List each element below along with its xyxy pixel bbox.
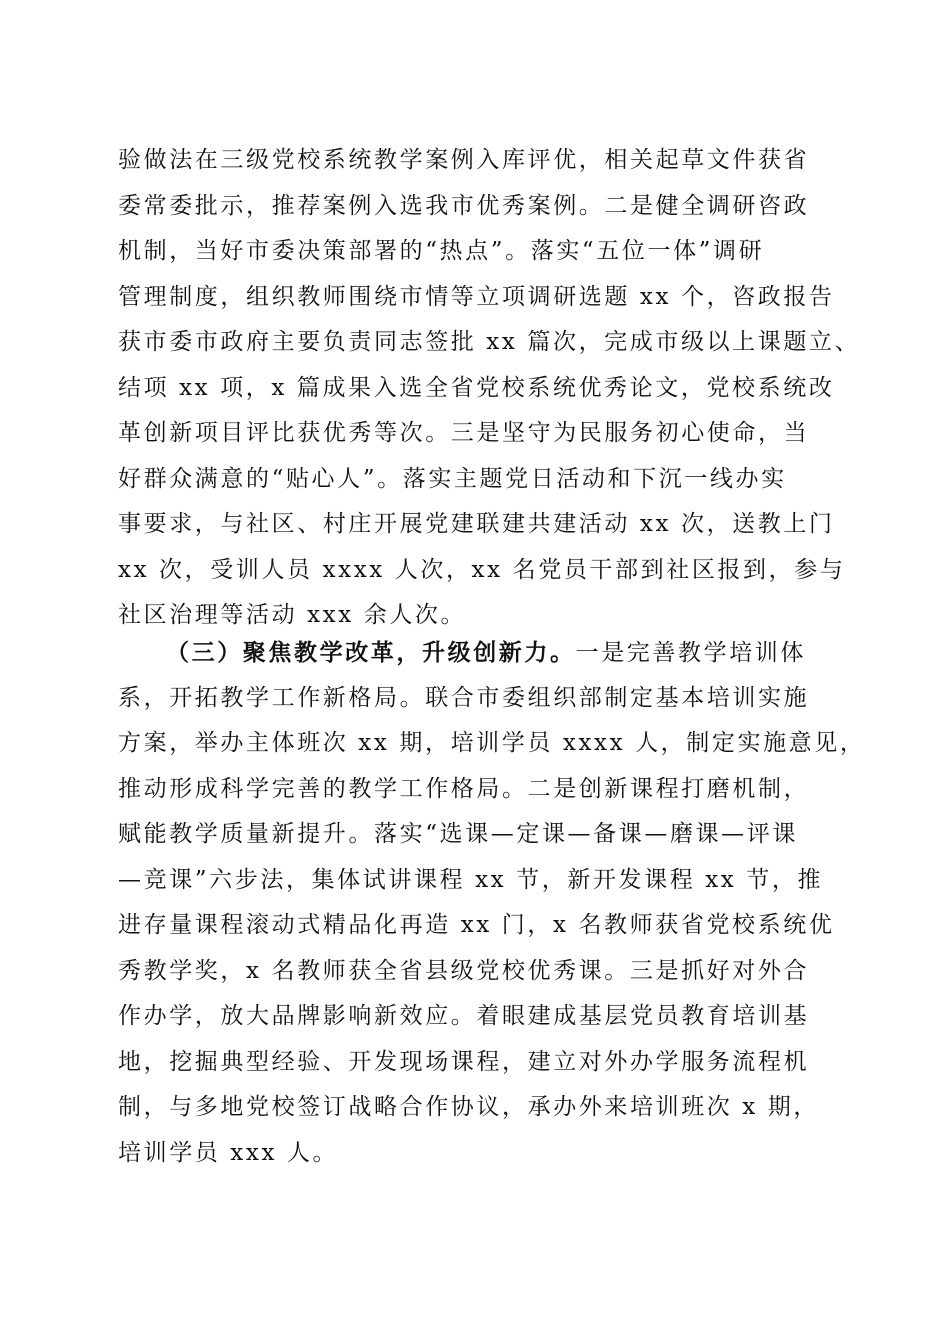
text-line: 系，开拓教学工作新格局。联合市委组织部制定基本培训实施 — [118, 684, 810, 711]
text-line: 方案，举办主体班次 xx 期，培训学员 xxxx 人，制定实施意见， — [118, 730, 866, 756]
text-line: 获市委市政府主要负责同志签批 xx 篇次，完成市级以上课题立、 — [118, 329, 861, 355]
text-line: 培训学员 xxx 人。 — [118, 1139, 339, 1166]
text-line: 革创新项目评比获优秀等次。三是坚守为民服务初心使命，当 — [118, 420, 810, 446]
text-line: 管理制度，组织教师围绕市情等立项调研选题 xx 个，咨政报告 — [118, 283, 835, 310]
text-line: 地，挖掘典型经验、开发现场课程，建立对外办学服务流程机 — [118, 1048, 810, 1075]
section-first-line — [118, 630, 838, 676]
text-line: 好群众满意的“贴心人”。落实主题党日活动和下沉一线办实 — [118, 465, 787, 492]
text-line: 作办学，放大品牌影响新效应。着眼建成基层党员教育培训基 — [118, 1003, 810, 1029]
text-line: 委常委批示，推荐案例入选我市优秀案例。二是健全调研咨政 — [118, 192, 810, 219]
text-line: 赋能教学质量新提升。落实“选课—定课—备课—磨课—评课 — [118, 821, 798, 847]
text-line: 制，与多地党校签订战略合作协议，承办外来培训班次 x 期， — [118, 1094, 819, 1120]
text-line: 机制，当好市委决策部署的“热点”。落实“五位一体”调研 — [118, 238, 765, 264]
paragraph-research-service — [118, 138, 861, 639]
section-heading: （三）聚焦教学改革，升级创新力。 — [166, 639, 576, 666]
text-line: 秀教学奖，x 名教师获全省县级党校优秀课。三是抓好对外合 — [118, 957, 810, 984]
section-first-line-text: 一是完善教学培训体 — [575, 640, 807, 666]
text-line: 社区治理等活动 xxx 余人次。 — [118, 602, 467, 628]
text-line: 结项 xx 项，x 篇成果入选全省党校系统优秀论文，党校系统改 — [118, 374, 835, 401]
text-line: —竞课”六步法，集体试讲课程 xx 节，新开发课程 xx 节，推 — [118, 866, 824, 893]
text-line: 推动形成科学完善的教学工作格局。二是创新课程打磨机制， — [118, 775, 810, 802]
paragraph-teaching-reform — [118, 630, 866, 1176]
text-line: 进存量课程滚动式精品化再造 xx 门，x 名教师获省党校系统优 — [118, 912, 835, 938]
text-line: 验做法在三级党校系统教学案例入库评优，相关起草文件获省 — [118, 147, 810, 173]
text-line: 事要求，与社区、村庄开展党建联建共建活动 xx 次，送教上门 — [118, 511, 835, 537]
text-line: xx 次，受训人员 xxxx 人次，xx 名党员干部到社区报到，参与 — [118, 556, 846, 583]
